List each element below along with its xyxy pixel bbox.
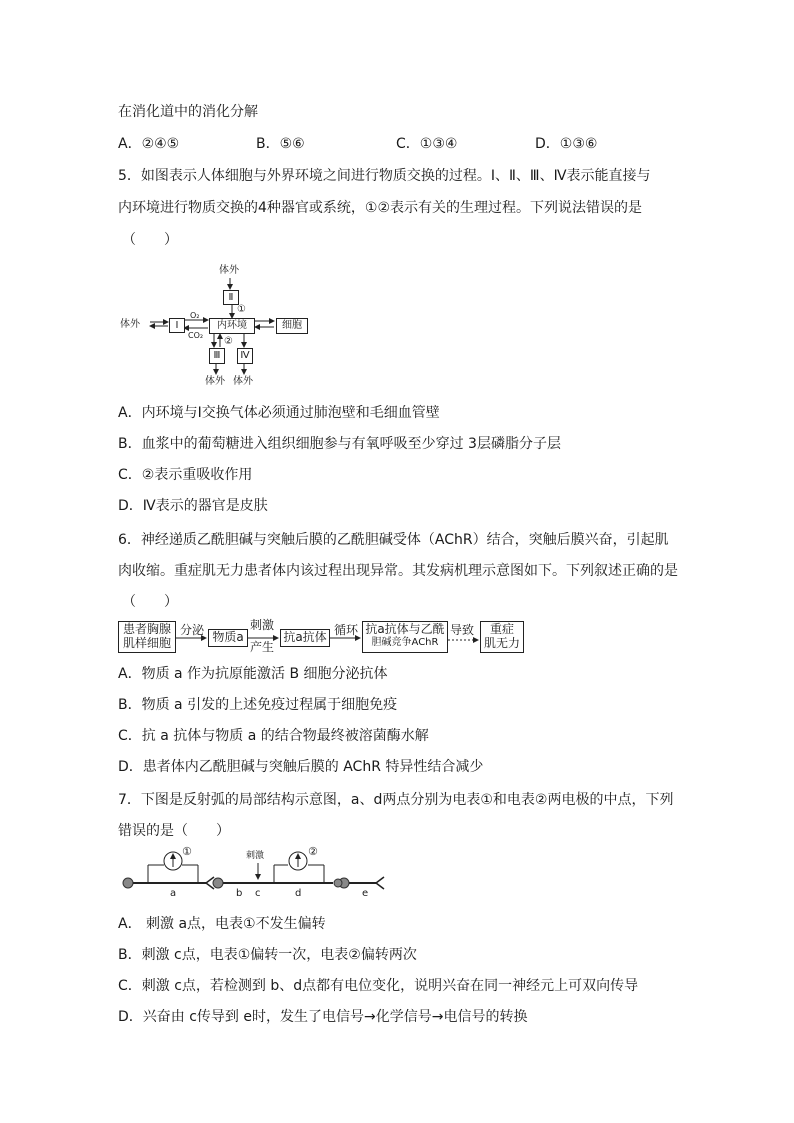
q6-box1-line1: 患者胸腺 [122,622,171,636]
q7-soma-1 [123,878,133,888]
q6-box5-line2: 肌无力 [483,636,520,650]
q7-meter-2-label: ② [308,845,318,858]
q5-box-iv: Ⅳ [237,348,253,364]
q6-option-b: B．物质 a 引发的上述免疫过程属于细胞免疫 [118,697,398,713]
q6-arrow-circulate: 循环 [334,623,359,637]
q7-terminal-2 [334,879,342,887]
q5-option-a: A．内环境与Ⅰ交换气体必须通过肺泡壁和毛细血管壁 [118,405,440,421]
q7-option-d: D．兴奋由 c传导到 e时，发生了电信号→化学信号→电信号的转换 [118,1009,528,1025]
q4-option-c: C．①③④ [396,136,458,152]
q5-stem-line1: 5．如图表示人体细胞与外界环境之间进行物质交换的过程。Ⅰ、Ⅱ、Ⅲ、Ⅳ表示能直接与 [118,168,651,184]
q5-diagram [120,260,300,390]
q5-outside-top: 体外 [219,265,239,276]
q5-outside-bottom-left: 体外 [205,376,225,387]
q6-box4-line1: 抗a抗体与乙酰 [365,622,445,636]
q6-box-substance-a: 物质a [208,629,248,647]
q5-option-c: C．②表示重吸收作用 [118,467,253,483]
q5-label-o2: O₂ [190,311,200,320]
q7-option-c: C．刺激 c点，若检测到 b、d点都有电位变化，说明兴奋在同一神经元上可双向传导 [118,978,639,994]
q7-point-b: b [236,888,243,899]
q7-point-c: c [255,888,261,899]
q5-outside-left: 体外 [120,319,140,330]
q5-option-b: B．血浆中的葡萄糖进入组织细胞参与有氧呼吸至少穿过 3层磷脂分子层 [118,436,561,452]
q5-box-cell: 细胞 [276,318,308,334]
q7-option-a: A． 刺激 a点，电表①不发生偏转 [118,916,326,932]
q4-option-d: D．①③⑥ [535,136,598,152]
q7-meter-1-label: ① [182,845,192,858]
q5-option-d: D．Ⅳ表示的器官是皮肤 [118,498,268,514]
q6-box-compete [362,621,448,653]
q7-point-a: a [170,888,177,899]
q5-process-2: ② [224,336,233,347]
q7-stem-line1: 7．下图是反射弧的局部结构示意图，a、d两点分别为电表①和电表②两电极的中点，下列 [118,792,674,808]
q7-point-e: e [362,888,369,899]
q6-option-c: C．抗 a 抗体与物质 a 的结合物最终被溶菌酶水解 [118,728,429,744]
q6-stem-line1: 6．神经递质乙酰胆碱与突触后膜的乙酰胆碱受体（AChR）结合，突触后膜兴奋，引起肌 [118,532,669,548]
q7-stem-line2: 错误的是（ ） [118,823,230,839]
q7-stimulus-label: 刺激 [246,851,265,861]
q7-point-d: d [295,888,302,899]
q6-arrow-stimulate: 刺激 [250,618,275,632]
q6-box-thymus-cells [118,621,176,653]
q6-box4-line2: 胆碱竞争AChR [371,637,439,648]
q6-box-myasthenia [480,621,524,653]
q6-box1-line2: 肌样细胞 [122,636,171,650]
q5-box-inner-env: 内环境 [209,318,255,334]
q6-flowchart [118,618,528,656]
q6-arrow-produce: 产生 [250,640,275,654]
q5-label-co2: CO₂ [188,331,204,340]
q5-box-i: Ⅰ [169,318,185,333]
q6-box-anti-a-antibody: 抗a抗体 [280,629,330,647]
q5-process-1: ① [237,304,246,315]
q5-stem-line2: 内环境进行物质交换的4种器官或系统，①②表示有关的生理过程。下列说法错误的是 [118,200,643,216]
q6-option-d: D．患者体内乙酰胆碱与突触后膜的 AChR 特异性结合减少 [118,759,484,775]
q6-answer-paren: （ ） [122,594,178,610]
q6-arrow-secrete: 分泌 [180,623,205,637]
q5-outside-bottom-right: 体外 [233,376,253,387]
q7-diagram [118,845,398,900]
q6-stem-line2: 肉收缩。重症肌无力患者体内该过程出现异常。其发病机理示意图如下。下列叙述正确的是 [118,563,678,579]
q4-stem-tail: 在消化道中的消化分解 [118,104,258,120]
q6-box5-line1: 重症 [489,622,514,636]
q5-answer-paren: （ ） [122,232,178,248]
q4-option-a: A．②④⑤ [118,136,180,152]
q7-option-b: B．刺激 c点，电表①偏转一次，电表②偏转两次 [118,947,417,963]
q7-soma-2 [213,878,223,888]
q5-box-ii: Ⅱ [223,290,239,305]
q5-box-iii: Ⅲ [209,348,225,364]
q6-option-a: A．物质 a 作为抗原能激活 B 细胞分泌抗体 [118,666,388,682]
q4-option-b: B．⑤⑥ [256,136,305,152]
q6-arrow-lead: 导致 [450,623,475,637]
